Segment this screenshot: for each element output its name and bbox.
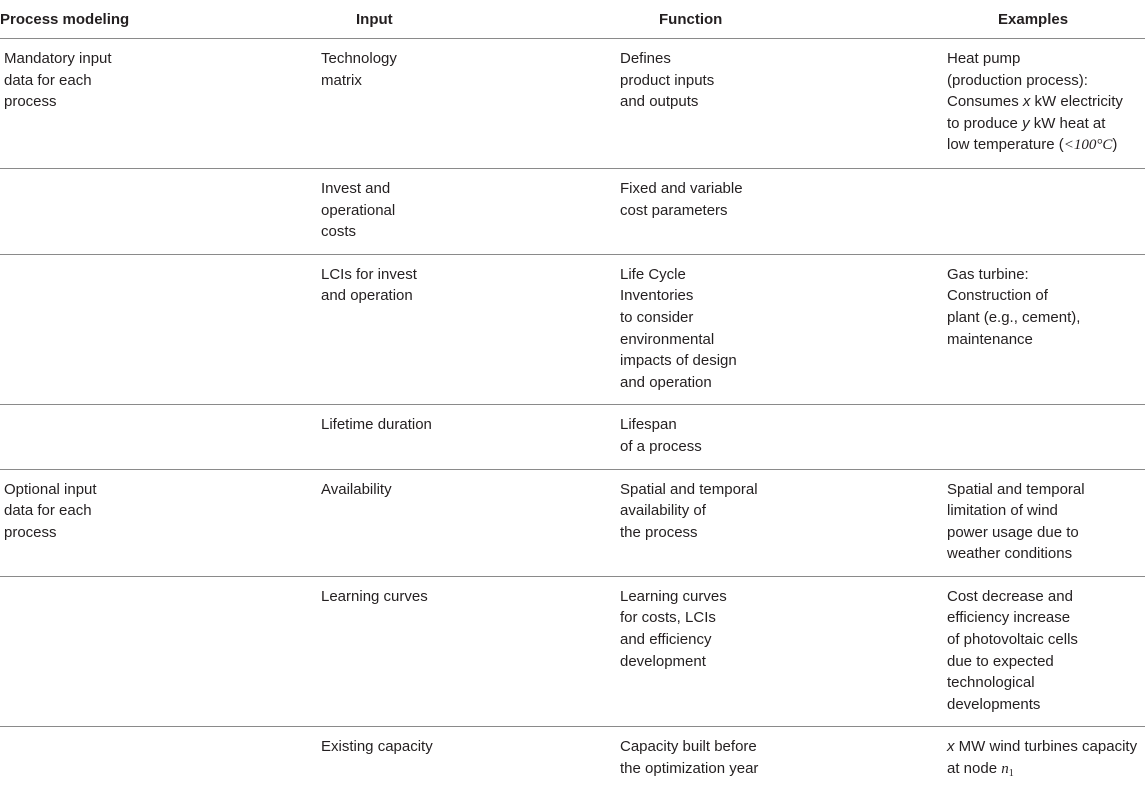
cell-input: Learning curves [316,576,615,727]
variable-x: x [1022,93,1031,111]
table-row [0,254,1145,405]
cell-process-modeling: Optional input data for each process [0,469,316,576]
cell-input: Existing capacity [321,738,433,756]
table-row [0,405,1145,469]
cell-input: LCIs for invest and operation [316,254,615,405]
variable-n: n [1001,761,1009,778]
cell-input: Lifetime duration [316,405,615,469]
table-row [0,469,1145,576]
subscript-index: 1 [1008,768,1014,780]
cell-input: Invest and operational costs [316,168,615,254]
cell-example: Spatial and temporal limitation of wind power usage due to weather conditions [942,469,1145,576]
cell-function: Lifespan of a process [615,405,942,469]
variable-x: x [947,738,955,756]
header-examples: Examples [942,0,1145,39]
cell-process-modeling [0,576,316,727]
variable-y: y [1022,114,1030,132]
cell-process-modeling: Mandatory input data for each process [0,39,316,169]
temperature-threshold: <100°C [1063,137,1113,154]
cell-process-modeling [0,727,316,792]
cell-process-modeling [0,254,316,405]
table-row [0,168,1145,254]
cell-example [942,39,1145,169]
cell-example [942,405,1145,469]
header-function: Function [615,0,942,39]
cell-function: Life Cycle Inventories to consider environmental impacts of design and operation [615,254,942,405]
cell-example: Gas turbine: Construction of plant (e.g., cement), maintenance [942,254,1145,405]
table-row [0,576,1145,727]
cell-process-modeling [0,168,316,254]
table-row [0,727,1145,792]
example-text: kW heat at low temperature ( [947,114,1106,154]
cell-input: Technology matrix [316,39,615,169]
cell-example [942,168,1145,254]
example-text: Heat pump (production process): Consumes [947,50,1088,111]
cell-input: Availability [316,469,615,576]
cell-function: Fixed and variable cost parameters [615,168,942,254]
cell-function: Learning curves for costs, LCIs and efficiency development [615,576,942,727]
header-input: Input [316,0,615,39]
cell-process-modeling [0,405,316,469]
cell-function: Spatial and temporal availability of the process [615,469,942,576]
header-row [0,0,1145,39]
example-text: ) [1112,136,1118,154]
example-text: kW electricity to produce [947,93,1123,132]
cell-function: Capacity built before the optimization year [620,738,759,778]
example-text: MW wind turbines capacity at node [947,738,1138,778]
cell-example [942,727,1145,792]
table-row [0,39,1145,169]
cell-example: Cost decrease and efficiency increase of photovoltaic cells due to expected technological developments [942,576,1145,727]
cell-function: Defines product inputs and outputs [615,39,942,169]
header-process-modeling: Process modeling [0,0,316,39]
